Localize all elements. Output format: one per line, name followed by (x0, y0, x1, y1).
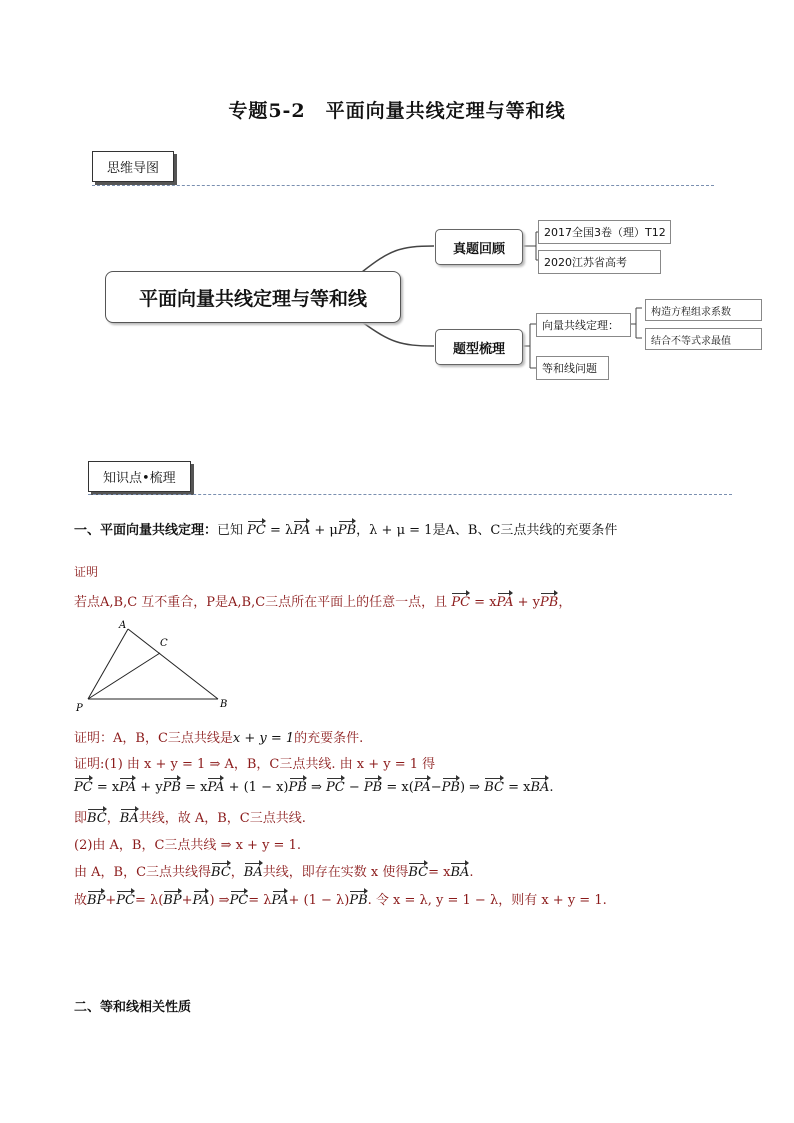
figure-label-c: C (160, 638, 168, 649)
mindmap-leaf-2017: 2017全国3卷（理）T12 (538, 220, 671, 244)
proof-premise: 若点A,B,C 互不重合，P是A,B,C三点所在平面上的任意一点，且 PC = xPA + yPB， (74, 595, 572, 610)
figure-label-a: A (119, 620, 127, 631)
mindmap-central-node: 平面向量共线定理与等和线 (105, 271, 401, 323)
isoline-heading: 二、等和线相关性质 (74, 1000, 192, 1015)
section-label-mindmap: 思维导图 (92, 151, 174, 182)
proof-label: 证明 (74, 565, 99, 579)
proof-line-4: 即BC，BA共线，故 A，B，C三点共线. (74, 811, 306, 826)
proof-line-6: 由 A，B，C三点共线得BC，BA共线，即存在实数 x 使得BC= xBA. (74, 865, 474, 880)
mindmap-leaf-isoline: 等和线问题 (536, 356, 609, 380)
mindmap-branch-types: 题型梳理 (435, 329, 523, 365)
triangle-figure (72, 615, 242, 715)
figure-label-p: P (76, 703, 83, 714)
figure-label-b: B (220, 699, 228, 710)
mindmap-leaf-equation: 构造方程组求系数 (645, 299, 762, 321)
section-divider (92, 185, 714, 186)
proof-line-2: 证明:(1) 由 x + y = 1 ⇒ A，B，C三点共线. 由 x + y = 1 得 (74, 757, 436, 772)
mindmap-leaf-inequality: 结合不等式求最值 (645, 328, 762, 350)
mindmap-leaf-2020: 2020江苏省高考 (538, 250, 661, 274)
proof-line-1: 证明：A，B，C三点共线是x + y = 1的充要条件. (74, 731, 364, 746)
mindmap-branch-review: 真题回顾 (435, 229, 523, 265)
section-label-knowledge: 知识点•梳理 (88, 461, 191, 492)
section-divider (88, 494, 732, 495)
mindmap-leaf-collinear: 向量共线定理： (536, 313, 631, 337)
proof-line-7: 故BP+PC= λ(BP+PA) ⇒PC= λPA+ (1 − λ)PB. 令 x = λ, y = 1 − λ，则有 x + y = 1. (74, 893, 607, 908)
page-title: 专题5-2 平面向量共线定理与等和线 (228, 100, 566, 122)
theorem-heading: 一、平面向量共线定理： (74, 523, 218, 538)
proof-line-3: PC = xPA + yPB = xPA + (1 − x)PB ⇒ PC − PB = x(PA−PB) ⇒ BC = xBA. (74, 780, 554, 795)
theorem-statement: 一、平面向量共线定理：已知 PC = λPA + μPB，λ + μ = 1是A、B、C三点共线的充要条件 (74, 523, 618, 538)
proof-line-5: (2)由 A，B，C三点共线 ⇒ x + y = 1. (74, 838, 301, 853)
